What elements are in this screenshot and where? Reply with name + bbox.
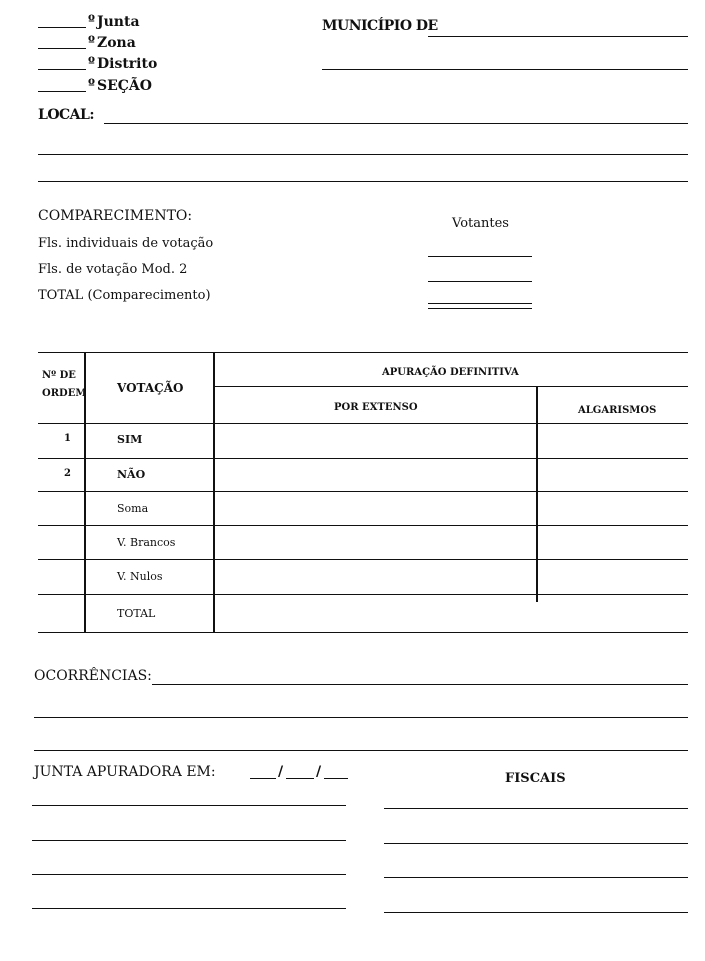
row-2-ordem: 2 (64, 468, 71, 479)
table-col-divider-2 (213, 352, 215, 632)
ocorrencias-line-2 (34, 717, 688, 718)
signature-line-left-2 (32, 840, 346, 841)
junta-label: Junta (97, 14, 140, 30)
local-line-1 (104, 123, 688, 124)
date-month-blank (286, 778, 314, 779)
distrito-prefix: º (88, 55, 95, 71)
local-line-3 (38, 181, 688, 182)
distrito-label: Distrito (97, 56, 158, 72)
municipio-line-1 (428, 36, 688, 37)
col-ordem-line-2: ORDEM (42, 388, 87, 399)
table-row-line-4 (38, 559, 688, 560)
signature-line-left-4 (32, 908, 346, 909)
signature-line-left-3 (32, 874, 346, 875)
row-2-votacao: NÃO (117, 468, 146, 481)
date-separator-2: / (316, 764, 322, 780)
comparecimento-row-1: Fls. individuais de votação (38, 236, 214, 251)
table-top-line (38, 352, 688, 353)
zona-blank (38, 48, 86, 49)
municipio-label: MUNICÍPIO DE (322, 18, 438, 34)
row-1-votacao: SIM (117, 433, 143, 446)
signature-line-right-3 (384, 877, 688, 878)
table-col-divider-3 (536, 386, 538, 602)
col-votacao: VOTAÇÃO (117, 381, 184, 395)
col-ordem-line-1: Nº DE (42, 370, 76, 381)
col-apuracao: APURAÇÃO DEFINITIVA (382, 367, 519, 378)
row-4-votacao: V. Brancos (117, 536, 176, 549)
signature-line-left-1 (32, 805, 346, 806)
table-row-line-5 (38, 594, 688, 595)
junta-apuradora-label: JUNTA APURADORA EM: (34, 764, 216, 780)
ocorrencias-line-3 (34, 750, 688, 751)
ocorrencias-label: OCORRÊNCIAS: (34, 668, 152, 684)
row-3-votacao: Soma (117, 502, 149, 515)
row-6-votacao: TOTAL (117, 607, 156, 620)
zona-label: Zona (97, 35, 136, 51)
table-header-bottom-line (38, 423, 688, 424)
local-line-2 (38, 154, 688, 155)
date-day-blank (250, 778, 276, 779)
secao-label: SEÇÃO (97, 78, 152, 94)
votantes-line-1 (428, 256, 532, 257)
signature-line-right-1 (384, 808, 688, 809)
votantes-label: Votantes (452, 216, 509, 231)
secao-blank (38, 91, 86, 92)
table-row-line-3 (38, 525, 688, 526)
ocorrencias-line-1 (152, 684, 688, 685)
zona-prefix: º (88, 34, 95, 50)
date-separator-1: / (278, 764, 284, 780)
votantes-total-double-line (428, 303, 532, 309)
table-bottom-line (38, 632, 688, 633)
col-por-extenso: POR EXTENSO (334, 402, 418, 413)
date-year-blank (324, 778, 348, 779)
comparecimento-row-3: TOTAL (Comparecimento) (38, 288, 211, 303)
junta-prefix: º (88, 13, 95, 29)
comparecimento-row-2: Fls. de votação Mod. 2 (38, 262, 188, 277)
secao-prefix: º (88, 77, 95, 93)
fiscais-label: FISCAIS (505, 771, 566, 786)
row-1-ordem: 1 (64, 433, 71, 444)
signature-line-right-4 (384, 912, 688, 913)
row-5-votacao: V. Nulos (117, 570, 163, 583)
votantes-line-2 (428, 281, 532, 282)
municipio-line-2 (322, 69, 688, 70)
signature-line-right-2 (384, 843, 688, 844)
junta-blank (38, 27, 86, 28)
local-label: LOCAL: (38, 107, 95, 123)
table-row-line-2 (38, 491, 688, 492)
table-sub-header-line (214, 386, 688, 387)
distrito-blank (38, 69, 86, 70)
comparecimento-title: COMPARECIMENTO: (38, 208, 193, 224)
col-algarismos: ALGARISMOS (578, 405, 657, 416)
table-row-line-1 (38, 458, 688, 459)
